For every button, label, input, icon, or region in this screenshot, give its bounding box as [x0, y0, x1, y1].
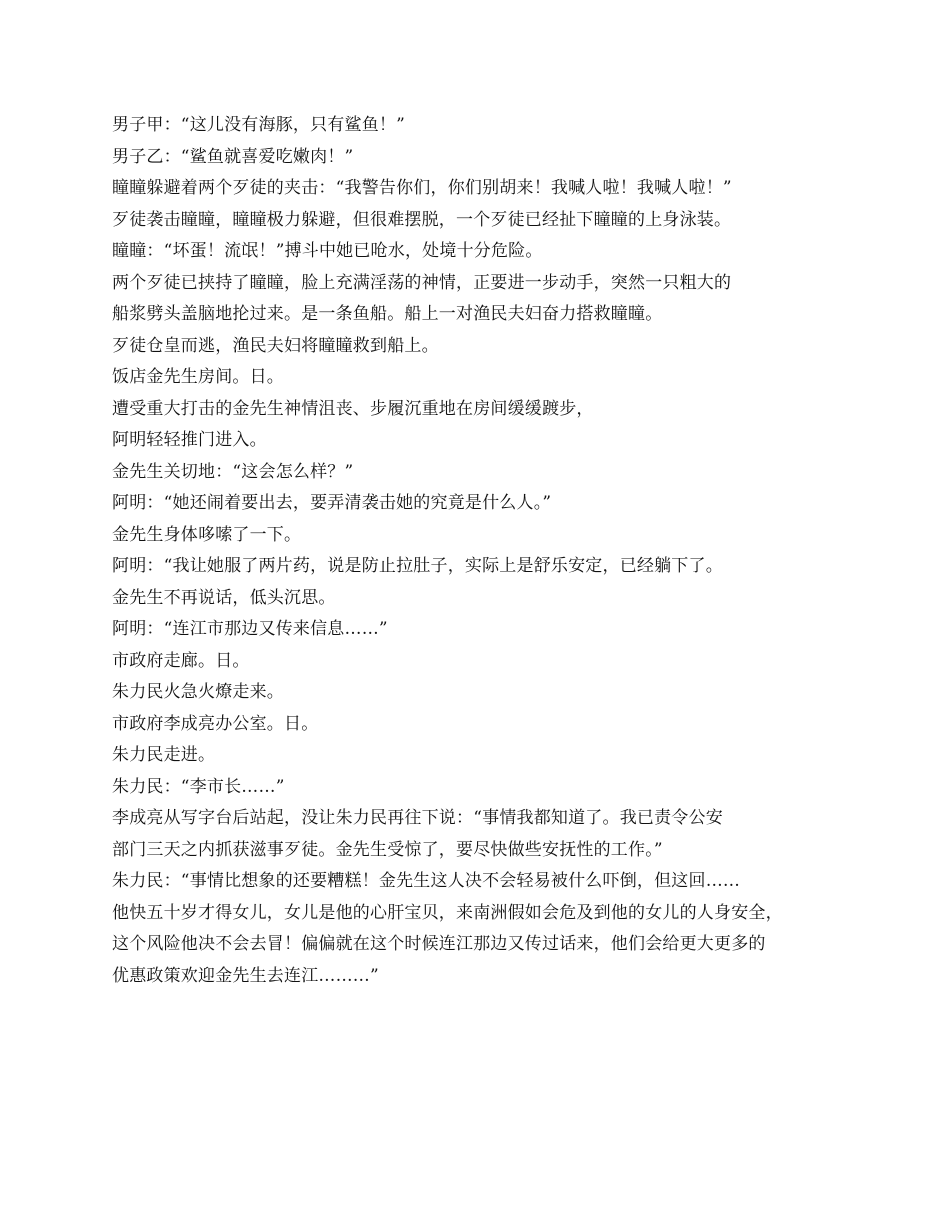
text-line: 瞳瞳躲避着两个歹徒的夹击：“我警告你们，你们别胡来！我喊人啦！我喊人啦！”: [112, 178, 732, 198]
text-line: 优惠政策欢迎金先生去连江………”: [112, 965, 379, 986]
text-line: 两个歹徒已挟持了瞳瞳，脸上充满淫荡的神情，正要进一步动手，突然一只粗大的: [112, 272, 732, 293]
text-line: 瞳瞳：“坏蛋！流氓！”搏斗中她已呛水，处境十分危险。: [112, 241, 543, 261]
scene-heading: 饭店金先生房间。日。: [112, 367, 284, 387]
scene-heading: 市政府走廊。日。: [112, 650, 250, 671]
text-line: 男子甲：“这儿没有海豚，只有鲨鱼！”: [112, 115, 405, 135]
text-line: 阿明：“连江市那边又传来信息……”: [112, 619, 388, 639]
text-line: 歹徒仓皇而逃，渔民夫妇将瞳瞳救到船上。: [112, 335, 439, 356]
text-line: 金先生关切地：“这会怎么样？”: [112, 461, 354, 482]
text-line: 李成亮从写字台后站起，没让朱力民再往下说：“事情我都知道了。我已责令公安: [112, 808, 723, 828]
text-line: 朱力民火急火燎走来。: [112, 682, 284, 702]
text-line: 金先生不再说话，低头沉思。: [112, 587, 336, 608]
text-line: 这个风险他决不会去冒！偏偏就在这个时候连江那边又传过话来，他们会给更大更多的: [112, 934, 766, 954]
text-line: 遭受重大打击的金先生神情沮丧、步履沉重地在房间缓缓踱步，: [112, 398, 594, 419]
script-text-body: [112, 110, 852, 992]
text-line: 阿明轻轻推门进入。: [112, 430, 267, 450]
text-line: 船浆劈头盖脑地抡过来。是一条鱼船。船上一对渔民夫妇奋力搭救瞳瞳。: [112, 304, 663, 324]
text-line: 阿明：“我让她服了两片药，说是防止拉肚子，实际上是舒乐安定，已经躺下了。: [112, 556, 723, 576]
text-line: 他快五十岁才得女儿，女儿是他的心肝宝贝，来南洲假如会危及到他的女儿的人身安全，: [112, 902, 783, 923]
text-line: 金先生身体哆嗦了一下。: [112, 524, 302, 545]
text-line: 男子乙：“鲨鱼就喜爱吃嫩肉！”: [112, 146, 354, 167]
text-line: 歹徒袭击瞳瞳，瞳瞳极力躲避，但很难摆脱，一个歹徒已经扯下瞳瞳的上身泳装。: [112, 209, 732, 230]
text-line: 朱力民：“李市长……”: [112, 776, 285, 797]
text-line: 朱力民：“事情比想象的还要糟糕！金先生这人决不会轻易被什么吓倒，但这回……: [112, 871, 741, 891]
text-line: 朱力民走进。: [112, 745, 216, 765]
text-line: 阿明：“她还闹着要出去，要弄清袭击她的究竟是什么人。”: [112, 493, 552, 513]
scene-heading: 市政府李成亮办公室。日。: [112, 713, 319, 734]
text-line: 部门三天之内抓获滋事歹徒。金先生受惊了，要尽快做些安抚性的工作。”: [112, 839, 663, 860]
